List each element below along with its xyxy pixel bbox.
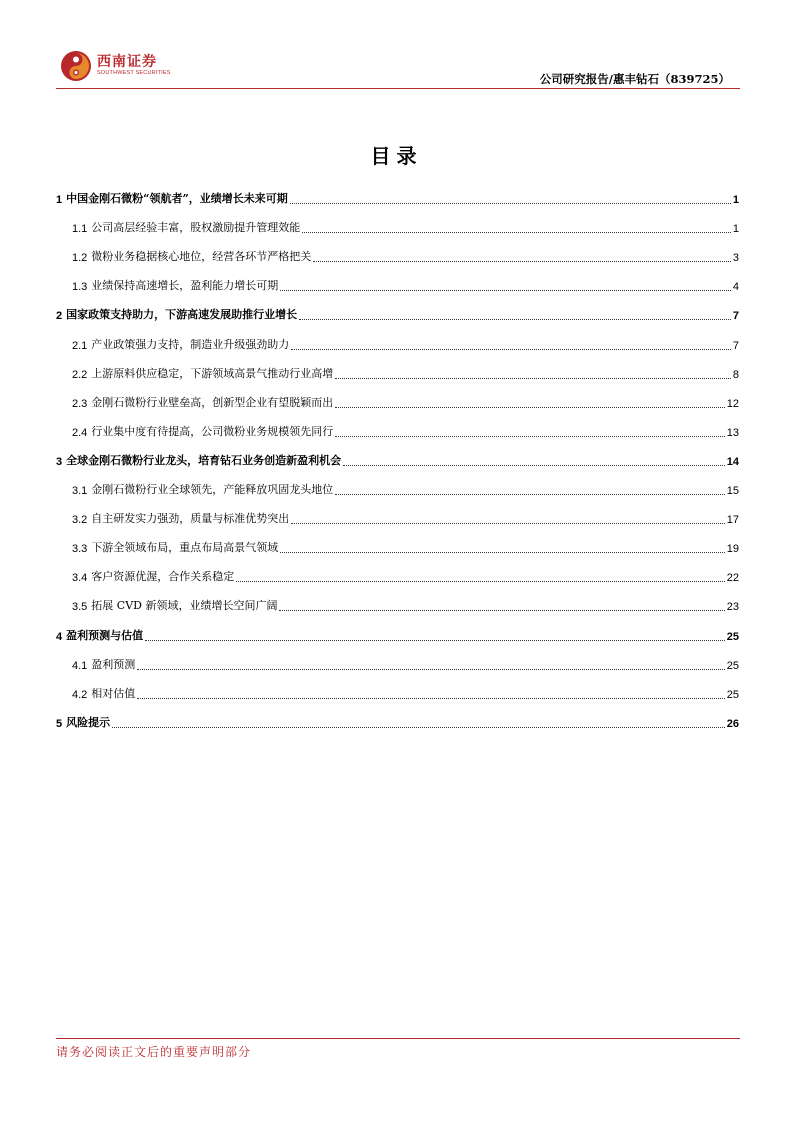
toc-subsection-entry[interactable] xyxy=(56,651,739,680)
toc-dot-leader xyxy=(335,435,724,437)
southwest-securities-logo-icon xyxy=(60,50,92,82)
toc-dot-leader xyxy=(280,551,724,553)
toc-entry-number: 3.5 xyxy=(72,601,88,614)
toc-entry-number: 2 xyxy=(56,310,63,323)
toc-dot-leader xyxy=(291,522,724,524)
toc-entry-number: 3.1 xyxy=(72,485,88,498)
toc-subsection-entry[interactable] xyxy=(56,243,739,272)
toc-subsection-entry[interactable] xyxy=(56,592,739,621)
toc-dot-leader xyxy=(112,726,725,728)
toc-entry-page: 25 xyxy=(726,659,739,672)
toc-entry-title: 盈利预测与估值 xyxy=(66,628,144,642)
toc-entry-page: 17 xyxy=(726,514,739,527)
footer-divider xyxy=(56,1038,740,1039)
toc-entry-page: 12 xyxy=(726,397,739,410)
toc-subsection-entry[interactable] xyxy=(56,389,739,418)
report-type-label: 公司研究报告/惠丰钻石（839725） xyxy=(539,72,730,86)
table-of-contents xyxy=(56,185,739,738)
toc-subsection-entry[interactable] xyxy=(56,418,739,447)
toc-entry-page: 25 xyxy=(726,630,739,643)
toc-entry-page: 7 xyxy=(732,339,739,352)
toc-dot-leader xyxy=(280,289,731,291)
toc-section-entry[interactable] xyxy=(56,185,739,214)
toc-subsection-entry[interactable] xyxy=(56,534,739,563)
header-divider xyxy=(56,88,740,89)
toc-entry-page: 13 xyxy=(726,426,739,439)
toc-entry-number: 1.1 xyxy=(72,223,88,236)
toc-subsection-entry[interactable] xyxy=(56,360,739,389)
toc-subsection-entry[interactable] xyxy=(56,476,739,505)
toc-entry-title: 行业集中度有待提高，公司微粉业务规模领先同行 xyxy=(91,424,334,438)
toc-entry-page: 15 xyxy=(726,485,739,498)
toc-entry-number: 2.2 xyxy=(72,368,88,381)
toc-subsection-entry[interactable] xyxy=(56,680,739,709)
toc-entry-page: 26 xyxy=(726,717,739,730)
toc-entry-title: 拓展 CVD 新领域，业绩增长空间广阔 xyxy=(91,599,278,613)
logo-chinese-name: 西南证券 xyxy=(97,54,157,70)
toc-subsection-entry[interactable] xyxy=(56,272,739,301)
toc-dot-leader xyxy=(137,697,724,699)
toc-entry-page: 1 xyxy=(732,194,739,207)
toc-entry-page: 14 xyxy=(726,455,739,468)
toc-dot-leader xyxy=(145,639,725,641)
toc-section-entry[interactable] xyxy=(56,447,739,476)
toc-entry-title: 金刚石微粉行业全球领先，产能释放巩固龙头地位 xyxy=(91,483,334,497)
toc-dot-leader xyxy=(291,348,731,350)
toc-entry-page: 22 xyxy=(726,572,739,585)
toc-heading: 目录 xyxy=(370,144,423,168)
toc-entry-title: 金刚石微粉行业壁垒高，创新型企业有望脱颖而出 xyxy=(91,395,334,409)
logo-english-name: SOUTHWEST SECURITIES xyxy=(97,70,171,76)
toc-section-entry[interactable] xyxy=(56,301,739,330)
toc-entry-title: 上游原料供应稳定，下游领域高景气推动行业高增 xyxy=(91,366,334,380)
toc-entry-title: 盈利预测 xyxy=(91,657,136,671)
toc-entry-page: 8 xyxy=(732,368,739,381)
toc-entry-title: 产业政策强力支持，制造业升级强劲助力 xyxy=(91,337,290,351)
toc-entry-number: 4.1 xyxy=(72,659,88,672)
toc-entry-number: 2.3 xyxy=(72,397,88,410)
toc-dot-leader xyxy=(335,493,724,495)
toc-entry-number: 1.2 xyxy=(72,252,88,265)
toc-section-entry[interactable] xyxy=(56,621,739,650)
toc-entry-number: 4.2 xyxy=(72,688,88,701)
toc-entry-title: 中国金刚石微粉“领航者”，业绩增长未来可期 xyxy=(66,192,288,206)
page-header xyxy=(56,44,740,90)
toc-entry-page: 3 xyxy=(732,252,739,265)
toc-dot-leader xyxy=(343,464,725,466)
toc-section-entry[interactable] xyxy=(56,709,739,738)
toc-entry-page: 4 xyxy=(732,281,739,294)
toc-entry-title: 风险提示 xyxy=(66,715,111,729)
toc-dot-leader xyxy=(290,202,731,204)
toc-dot-leader xyxy=(137,668,724,670)
toc-entry-number: 5 xyxy=(56,717,63,730)
toc-entry-title: 全球金刚石微粉行业龙头，培育钻石业务创造新盈利机会 xyxy=(66,453,342,467)
toc-dot-leader xyxy=(302,231,731,233)
toc-entry-number: 1.3 xyxy=(72,281,88,294)
toc-entry-number: 3.4 xyxy=(72,572,88,585)
toc-entry-page: 7 xyxy=(732,310,739,323)
toc-entry-number: 4 xyxy=(56,630,63,643)
toc-entry-page: 19 xyxy=(726,543,739,556)
toc-dot-leader xyxy=(335,406,724,408)
footer-disclaimer: 请务必阅读正文后的重要声明部分 xyxy=(56,1045,252,1059)
toc-subsection-entry[interactable] xyxy=(56,214,739,243)
toc-subsection-entry[interactable] xyxy=(56,505,739,534)
toc-entry-number: 2.1 xyxy=(72,339,88,352)
toc-entry-number: 2.4 xyxy=(72,426,88,439)
toc-subsection-entry[interactable] xyxy=(56,330,739,359)
toc-entry-title: 客户资源优渥，合作关系稳定 xyxy=(91,570,235,584)
toc-entry-title: 相对估值 xyxy=(91,686,136,700)
toc-subsection-entry[interactable] xyxy=(56,563,739,592)
toc-entry-title: 公司高层经验丰富，股权激励提升管理效能 xyxy=(91,221,301,235)
toc-dot-leader xyxy=(299,318,731,320)
toc-entry-page: 1 xyxy=(732,223,739,236)
toc-entry-number: 1 xyxy=(56,194,63,207)
toc-entry-title: 国家政策支持助力，下游高速发展助推行业增长 xyxy=(66,308,298,322)
toc-entry-page: 23 xyxy=(726,601,739,614)
toc-entry-page: 25 xyxy=(726,688,739,701)
toc-entry-title: 微粉业务稳据核心地位，经营各环节严格把关 xyxy=(91,250,312,264)
toc-dot-leader xyxy=(335,377,731,379)
toc-dot-leader xyxy=(313,260,731,262)
toc-entry-title: 业绩保持高速增长，盈利能力增长可期 xyxy=(91,279,279,293)
toc-entry-title: 下游全领域布局，重点布局高景气领域 xyxy=(91,541,279,555)
toc-entry-title: 自主研发实力强劲，质量与标准优势突出 xyxy=(91,512,290,526)
toc-entry-number: 3 xyxy=(56,455,63,468)
toc-dot-leader xyxy=(279,609,724,611)
company-logo xyxy=(56,46,186,86)
toc-entry-number: 3.3 xyxy=(72,543,88,556)
toc-dot-leader xyxy=(236,580,724,582)
toc-entry-number: 3.2 xyxy=(72,514,88,527)
